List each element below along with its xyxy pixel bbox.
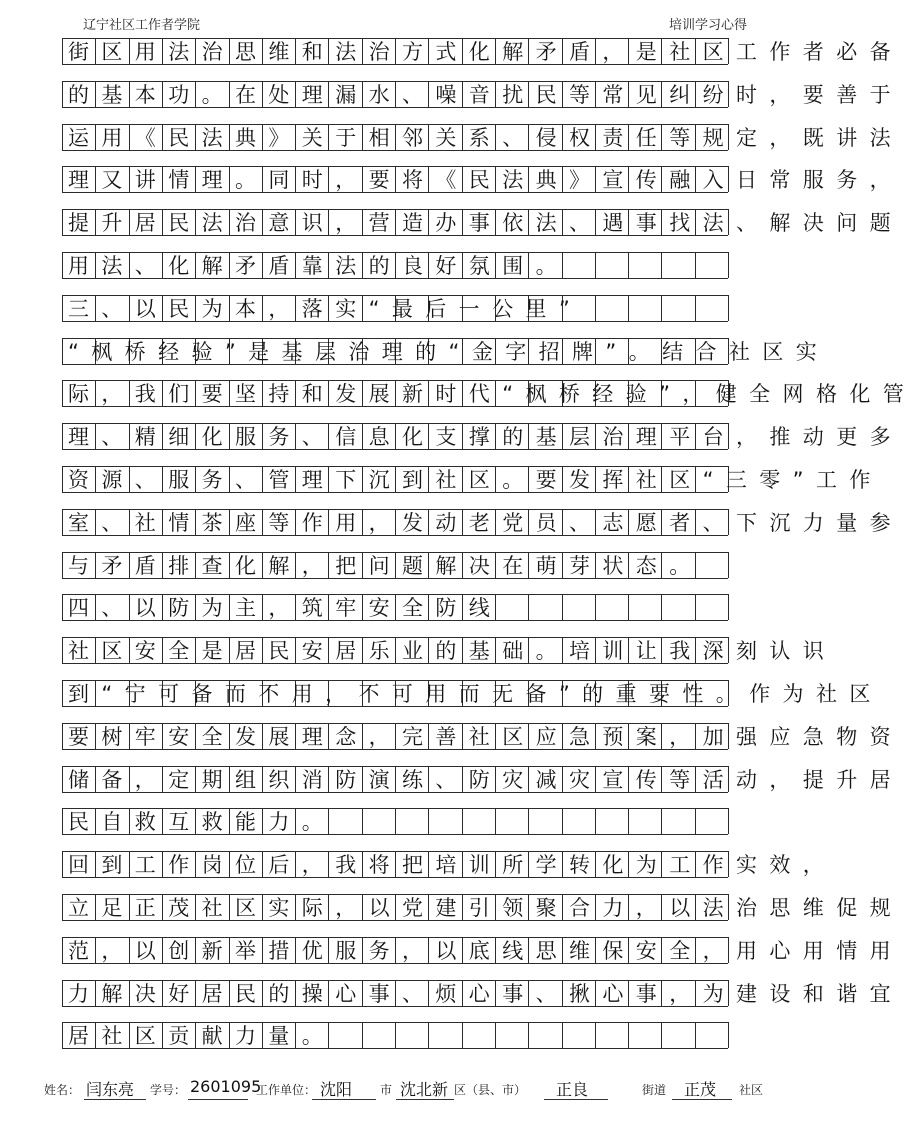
- grid-cell-divider: [62, 124, 63, 150]
- grid-row: [62, 295, 728, 321]
- grid-cell-divider: [62, 38, 63, 64]
- grid-row: [62, 209, 903, 236]
- row-bottom-rule: [62, 449, 728, 450]
- handwritten-line: 到“宁可备而不用，不可用而无备”的重要性。作为社区: [68, 682, 883, 706]
- grid-row: [62, 380, 916, 407]
- name-label: 姓名：: [44, 1083, 81, 1097]
- row-bottom-rule: [62, 706, 728, 707]
- id-label: 学号：: [150, 1083, 187, 1097]
- handwritten-line: 社区安全是居民安居乐业的基础。培训让我深刻认识: [68, 639, 837, 664]
- grid-cell-divider: [62, 594, 63, 620]
- grid-row: [62, 808, 728, 834]
- grid-cell-divider: [62, 680, 63, 706]
- row-bottom-rule: [62, 877, 728, 878]
- grid-row: [62, 894, 903, 920]
- grid-row: [62, 166, 903, 193]
- street-underline: [544, 1099, 608, 1100]
- row-bottom-rule: [62, 235, 728, 236]
- grid-row: [62, 680, 883, 706]
- grid-cell-divider: [62, 723, 63, 749]
- writing-grid: [62, 38, 916, 1068]
- grid-cell-divider: [62, 851, 63, 877]
- institute-name: 辽宁社区工作者学院: [83, 18, 201, 33]
- district-value: 沈北新: [400, 1080, 449, 1099]
- grid-row: [62, 252, 728, 278]
- handwritten-line: 际，我们要坚持和发展新时代“枫桥经验”，健全网格化管: [68, 382, 916, 407]
- handwritten-line: 提升居民法治意识，营造办事依法、遇事找法、解决问题: [68, 211, 903, 236]
- handwritten-line: 理又讲情理。同时，要将《民法典》宣传融入日常服务，: [68, 168, 903, 193]
- grid-cell-divider: [728, 552, 729, 578]
- handwritten-line: 用法、化解矛盾靠法的良好氛围。: [68, 254, 569, 278]
- grid-row: [62, 338, 830, 364]
- grid-row: [62, 38, 903, 64]
- handwritten-line: 的基本功。在处理漏水、噪音扰民等常见纠纷时，要善于: [68, 82, 903, 107]
- community-value: 正茂: [684, 1080, 717, 1099]
- grid-cell-divider: [62, 509, 63, 535]
- handwritten-line: 回到工作岗位后，我将把培训所学转化为工作实效，: [68, 853, 837, 878]
- row-bottom-rule: [62, 920, 728, 921]
- row-bottom-rule: [62, 278, 728, 279]
- handwritten-line: 四、以防为主，筑牢安全防线: [68, 596, 503, 621]
- handwritten-line: 资源、服务、管理下沉到社区。要发挥社区“三零”工作: [68, 468, 883, 492]
- grid-cell-divider: [62, 1022, 63, 1048]
- unit-label: 工作单位：: [256, 1083, 317, 1097]
- grid-cell-divider: [62, 338, 63, 364]
- handwritten-line: 与矛盾排查化解，把问题解决在萌芽状态。: [68, 553, 703, 578]
- handwritten-line: 范，以创新举措优服务，以底线思维保安全，用心用情用: [68, 938, 903, 963]
- handwritten-line: 三、以民为本，落实“最后一公里”: [68, 296, 583, 321]
- grid-cell-divider: [62, 466, 63, 492]
- name-underline: [84, 1099, 146, 1100]
- row-bottom-rule: [62, 834, 728, 835]
- row-bottom-rule: [62, 406, 728, 407]
- grid-row: [62, 723, 903, 749]
- grid-row: [62, 980, 903, 1006]
- grid-row: [62, 937, 903, 963]
- handwritten-line: 立足正茂社区实际，以党建引领聚合力，以法治思维促规: [68, 896, 903, 920]
- city-underline: [312, 1099, 376, 1100]
- grid-cell-divider: [728, 295, 729, 321]
- grid-cell-divider: [62, 166, 63, 192]
- handwritten-line: 居社区贡献力量。: [68, 1024, 336, 1049]
- grid-row: [62, 594, 728, 620]
- grid-row: [62, 851, 837, 878]
- grid-row: [62, 124, 903, 150]
- handwritten-line: 室、社情茶座等作用，发动老党员、志愿者、下沉力量参: [68, 510, 903, 535]
- handwritten-line: 街区用法治思维和法治方式化解矛盾，是社区工作者必备: [68, 40, 903, 64]
- grid-row: [62, 466, 883, 492]
- grid-cell-divider: [62, 637, 63, 663]
- grid-cell-divider: [728, 808, 729, 834]
- row-bottom-rule: [62, 663, 728, 664]
- grid-cell-divider: [728, 252, 729, 278]
- grid-cell-divider: [62, 252, 63, 278]
- district-underline: [396, 1099, 454, 1100]
- handwritten-line: “枫桥经验”是基层治理的“金字招牌”。结合社区实: [68, 339, 830, 364]
- row-bottom-rule: [62, 620, 728, 621]
- handwritten-line: 要树牢安全发展理念，完善社区应急预案，加强应急物资: [68, 724, 903, 749]
- id-underline: [188, 1099, 248, 1100]
- name-value: 闫东亮: [86, 1080, 135, 1099]
- grid-cell-divider: [62, 81, 63, 107]
- grid-cell-divider: [62, 209, 63, 235]
- row-bottom-rule: [62, 364, 728, 365]
- grid-row: [62, 423, 903, 450]
- grid-row: [62, 637, 837, 664]
- handwritten-line: 理、精细化服务、信息化支撑的基层治理平台，推动更多: [68, 425, 903, 450]
- grid-row: [62, 509, 903, 535]
- grid-cell-divider: [62, 423, 63, 449]
- grid-cell-divider: [62, 937, 63, 963]
- handwritten-line: 运用《民法典》关于相邻关系、侵权责任等规定，既讲法: [68, 125, 903, 150]
- grid-cell-divider: [728, 1022, 729, 1048]
- row-bottom-rule: [62, 192, 728, 193]
- community-underline: [672, 1099, 732, 1100]
- grid-cell-divider: [62, 808, 63, 834]
- grid-cell-divider: [62, 552, 63, 578]
- id-value: 2601095: [190, 1077, 262, 1096]
- grid-row: [62, 81, 903, 107]
- footer-info: [44, 1077, 774, 1107]
- handwritten-line: 力解决好居民的操心事、烦心事、揪心事，为建设和谐宜: [68, 981, 903, 1006]
- grid-cell-divider: [62, 766, 63, 792]
- grid-row: [62, 766, 903, 792]
- handwritten-line: 储备，定期组织消防演练、防灾减灾宣传等活动，提升居: [68, 767, 903, 792]
- grid-row: [62, 552, 728, 578]
- grid-row: [62, 1022, 728, 1048]
- street-label: 街道: [642, 1083, 667, 1097]
- grid-cell-divider: [62, 980, 63, 1006]
- street-value: 正良: [556, 1080, 589, 1099]
- grid-cell-divider: [62, 894, 63, 920]
- city-value: 沈阳: [320, 1080, 353, 1099]
- row-bottom-rule: [62, 64, 728, 65]
- row-bottom-rule: [62, 1048, 728, 1049]
- district-label: 区（县、市）: [454, 1083, 527, 1097]
- handwritten-line: 民自救互救能力。: [68, 810, 336, 835]
- grid-cell-divider: [728, 594, 729, 620]
- form-title: 培训学习心得: [668, 18, 747, 33]
- city-label: 市: [380, 1083, 393, 1097]
- row-bottom-rule: [62, 492, 728, 493]
- grid-cell-divider: [62, 380, 63, 406]
- grid-cell-divider: [62, 295, 63, 321]
- community-label: 社区: [739, 1083, 764, 1097]
